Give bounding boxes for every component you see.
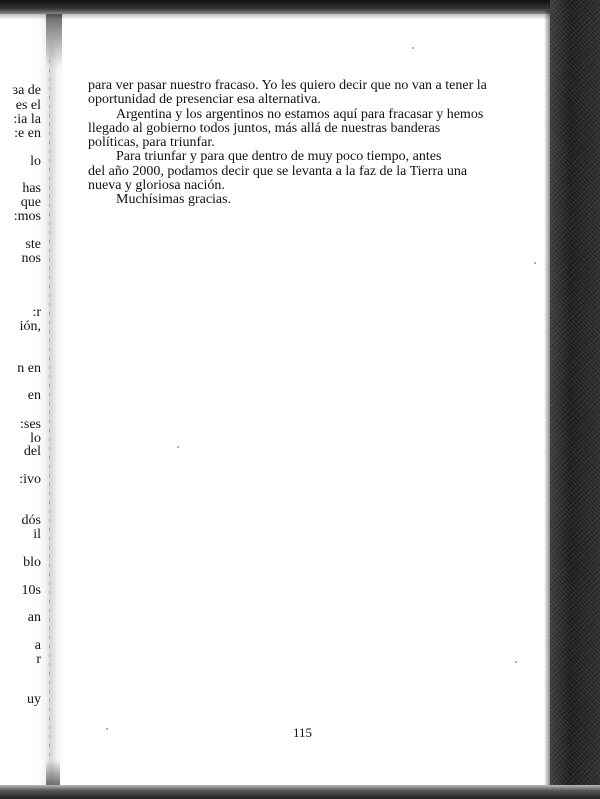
left-fragment-line: 10s: [21, 583, 41, 598]
scan-bottom-border: [0, 785, 600, 799]
left-fragment-line: en: [27, 388, 41, 403]
left-fragment-line: lo: [30, 154, 41, 169]
scan-speck: [534, 262, 536, 264]
scan-top-shadow: [0, 14, 560, 20]
left-fragment-line: il: [33, 527, 41, 542]
text-line: llegado al gobierno todos juntos, más allá de nuestras banderas: [88, 120, 441, 136]
left-fragment-line: lo: [30, 431, 41, 446]
left-fragment-line: es el: [15, 98, 41, 113]
left-fragment-line: a: [34, 638, 41, 653]
scan-speck: [515, 661, 517, 663]
gutter-fold-line: [49, 60, 50, 760]
left-fragment-line: ɜa de: [12, 83, 41, 98]
scan-right-border: [550, 0, 600, 799]
left-fragment-line: ste: [25, 237, 41, 252]
scan-speck: [412, 47, 414, 49]
text-line: del año 2000, podamos decir que se levanta a la faz de la Tierra una: [88, 163, 468, 179]
text-line: políticas, para triunfar.: [88, 135, 215, 151]
text-line: Muchísimas gracias.: [116, 192, 232, 208]
left-fragment-line: del: [23, 444, 41, 459]
left-fragment-line: n en: [17, 361, 41, 376]
scan-speck: [106, 728, 108, 730]
left-fragment-line: an: [27, 610, 41, 625]
left-fragment-line: :e en: [14, 126, 41, 141]
speech-text-block: [88, 79, 528, 208]
left-fragment-line: has: [22, 181, 41, 196]
left-fragment-line: :ses: [20, 417, 41, 432]
left-fragment-line: :ivo: [19, 472, 41, 487]
page-number: 115: [293, 725, 313, 740]
left-fragment-line: nos: [21, 251, 41, 266]
left-fragment-line: :ia la: [13, 112, 41, 127]
scan-top-border: [0, 0, 600, 14]
text-line: nueva y gloriosa nación.: [88, 178, 225, 194]
left-fragment-line: r: [36, 652, 41, 667]
left-fragment-line: ión,: [19, 319, 41, 334]
text-line: oportunidad de presenciar esa alternativa.: [88, 92, 321, 108]
left-fragment-line: blo: [23, 555, 41, 570]
text-line: para ver pasar nuestro fracaso. Yo les quiero decir que no van a tener la: [88, 78, 487, 93]
left-fragment-line: :r: [32, 305, 41, 320]
left-fragment-line: dós: [21, 513, 41, 528]
text-line: Para triunfar y para que dentro de muy poco tiempo, antes: [116, 149, 442, 165]
left-fragment-line: que: [20, 195, 41, 210]
scan-speck: [177, 446, 179, 448]
text-line: Argentina y los argentinos no estamos aquí para fracasar y hemos: [116, 106, 484, 122]
left-fragment-line: :mos: [13, 209, 41, 224]
left-page-fragment: [0, 0, 44, 799]
left-fragment-line: uy: [27, 692, 41, 707]
